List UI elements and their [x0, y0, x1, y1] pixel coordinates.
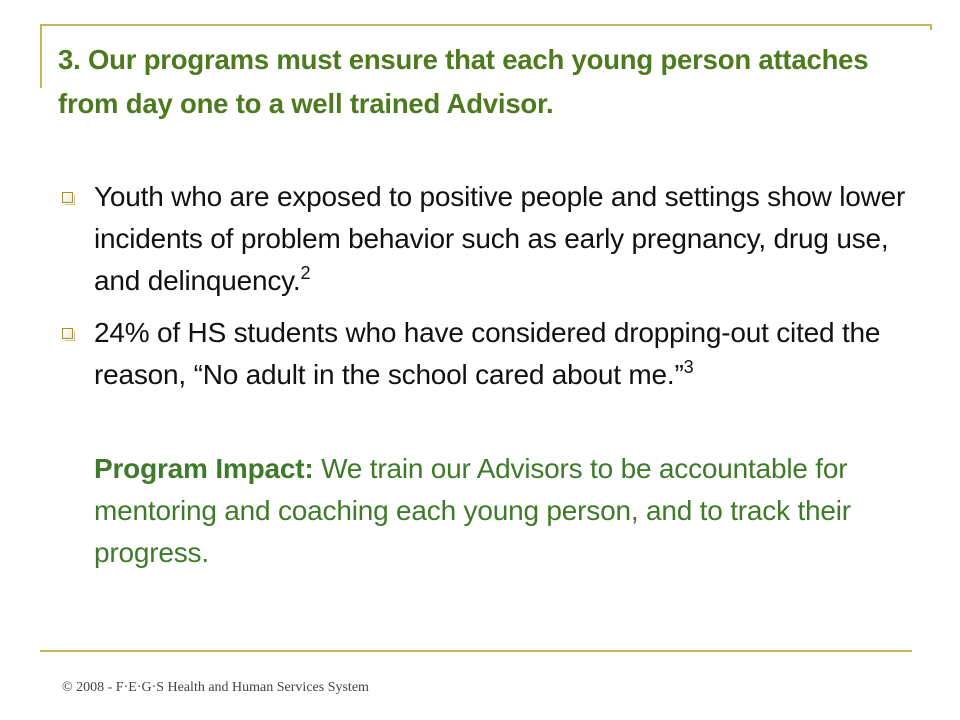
- bullet-text: [94, 312, 922, 396]
- footer-copyright: © 2008 - F·E·G·S Health and Human Services System: [62, 680, 369, 695]
- bullet-item: [62, 176, 922, 302]
- hollow-square-bullet-icon: [62, 328, 73, 339]
- bullet-list: [62, 176, 922, 406]
- citation-superscript: 3: [683, 357, 694, 377]
- hollow-square-bullet-icon: [62, 192, 73, 203]
- slide-title: 3. Our programs must ensure that each young person attaches from day one to a well trained Advisor.: [58, 44, 869, 119]
- bullet-text-body: Youth who are exposed to positive people and settings show lower incidents of problem behavior such as early pregnancy, drug use, and delinquency.: [94, 181, 906, 296]
- program-impact-text: We train our Advisors to be accountable for mentoring and coaching each young person, and to track their progress.: [94, 453, 851, 568]
- right-rule-tick: [930, 24, 932, 30]
- program-impact: [94, 448, 914, 574]
- bullet-text-body: 24% of HS students who have considered dropping-out cited the reason, “No adult in the school cared about me.”: [94, 317, 881, 390]
- program-impact-label: Program Impact:: [94, 453, 314, 484]
- bullet-text: [94, 176, 922, 302]
- bullet-item: [62, 312, 922, 396]
- citation-superscript: 2: [300, 263, 311, 283]
- bottom-rule: [40, 650, 912, 652]
- left-rule: [40, 24, 42, 88]
- top-rule: [40, 24, 932, 26]
